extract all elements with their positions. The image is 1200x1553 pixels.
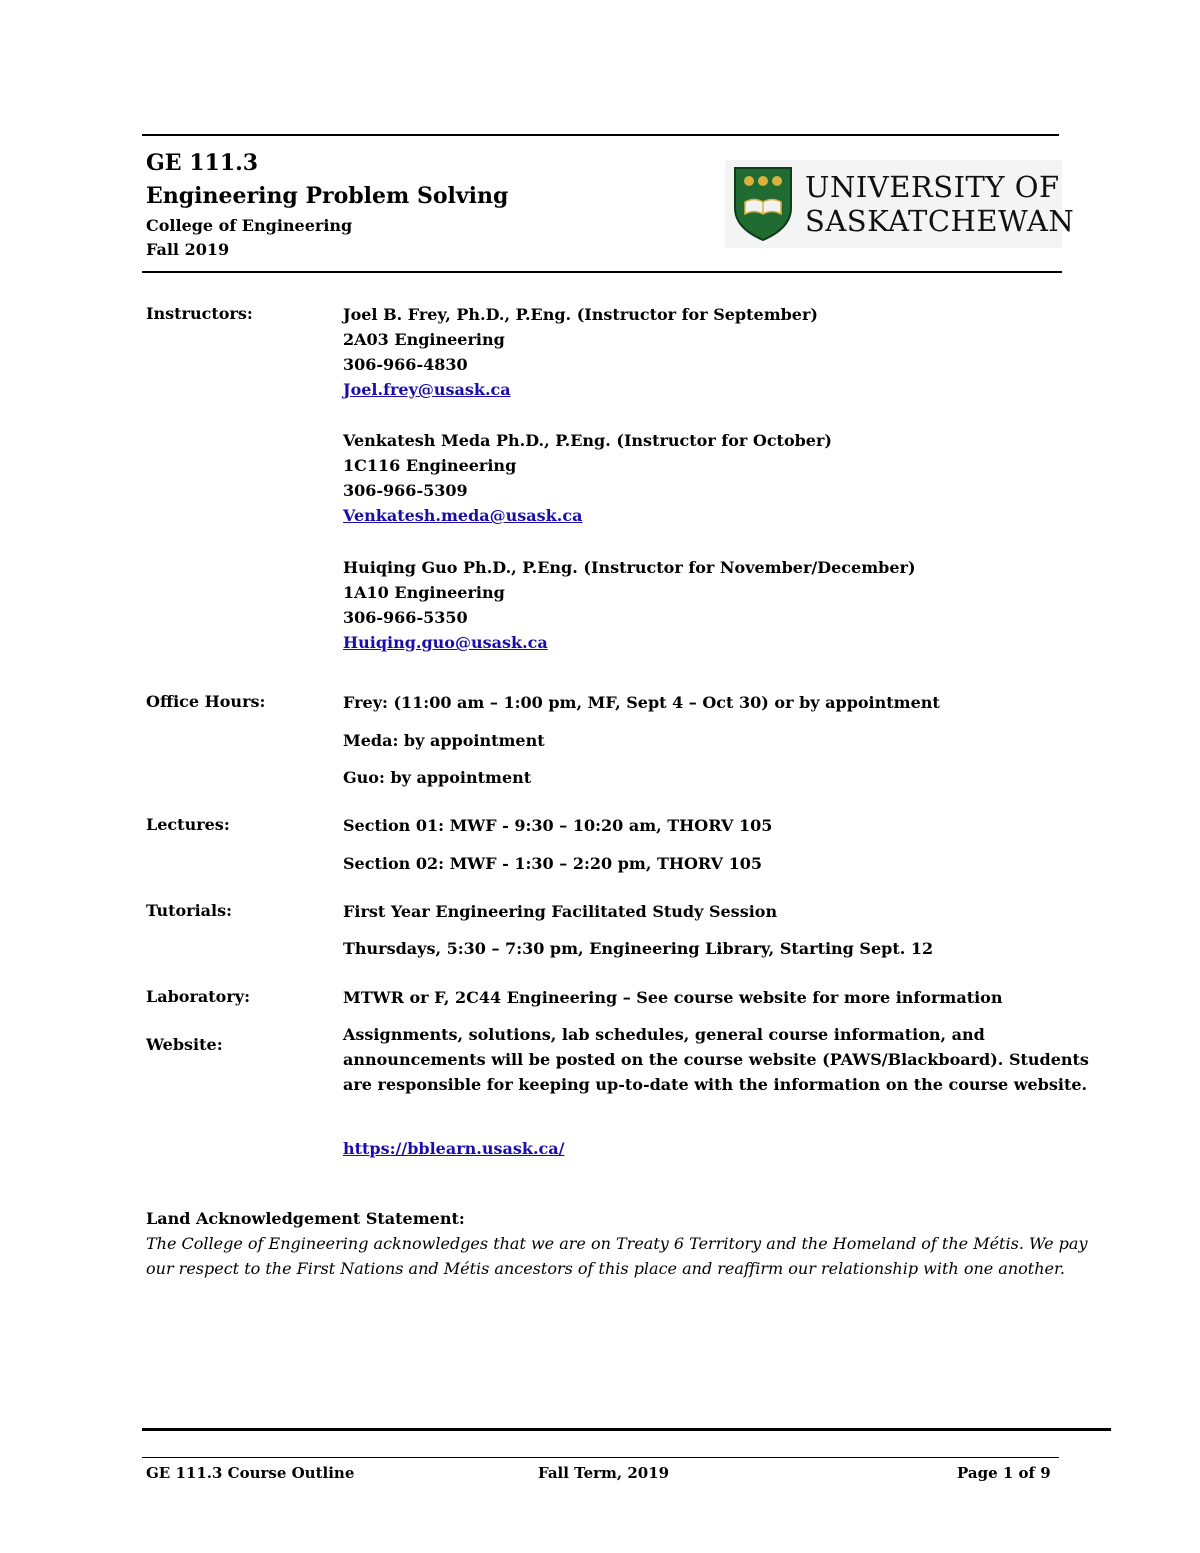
laboratory-text: MTWR or F, 2C44 Engineering – See course website for more information <box>343 988 1003 1007</box>
land-acknowledgement-heading: Land Acknowledgement Statement: <box>146 1209 465 1228</box>
tutorial-time: Thursdays, 5:30 – 7:30 pm, Engineering Library, Starting Sept. 12 <box>343 939 934 958</box>
header-top-rule <box>142 134 1059 136</box>
office-hours-meda: Meda: by appointment <box>343 731 545 750</box>
college-name: College of Engineering <box>146 216 353 235</box>
footer-rule-bottom <box>142 1457 1059 1458</box>
instructor-phone: 306-966-4830 <box>343 355 468 374</box>
instructor-office: 1A10 Engineering <box>343 583 505 602</box>
tutorials-label: Tutorials: <box>146 901 232 920</box>
website-url-link[interactable]: https://bblearn.usask.ca/ <box>343 1139 565 1158</box>
footer-rule-top <box>142 1428 1111 1431</box>
instructors-label: Instructors: <box>146 304 253 323</box>
course-code: GE 111.3 <box>146 150 259 176</box>
instructor-email-link[interactable]: Joel.frey@usask.ca <box>343 380 511 399</box>
instructor-name: Joel B. Frey, Ph.D., P.Eng. (Instructor for September) <box>343 305 818 324</box>
land-acknowledgement-text: The College of Engineering acknowledges that we are on Treaty 6 Territory and the Homeland of the Métis. We pay our respect to the First Nations and Métis ancestors of this place and reaffirm our relationship with one another. <box>146 1234 1088 1278</box>
instructor-email-link[interactable]: Huiqing.guo@usask.ca <box>343 633 548 652</box>
term: Fall 2019 <box>146 240 230 259</box>
header-bottom-rule <box>142 271 1062 273</box>
instructor-name: Huiqing Guo Ph.D., P.Eng. (Instructor for November/December) <box>343 558 916 577</box>
logo-line-1: UNIVERSITY OF <box>805 170 1060 204</box>
lecture-section-02: Section 02: MWF - 1:30 – 2:20 pm, THORV 105 <box>343 854 763 873</box>
course-title: Engineering Problem Solving <box>146 183 509 209</box>
instructor-office: 1C116 Engineering <box>343 456 517 475</box>
instructor-email-link[interactable]: Venkatesh.meda@usask.ca <box>343 506 583 525</box>
office-hours-label: Office Hours: <box>146 692 266 711</box>
instructor-1 <box>343 302 818 402</box>
footer-page-number: Page 1 of 9 <box>957 1464 1051 1482</box>
instructor-phone: 306-966-5350 <box>343 608 468 627</box>
instructor-phone: 306-966-5309 <box>343 481 468 500</box>
laboratory-label: Laboratory: <box>146 987 250 1006</box>
footer-center: Fall Term, 2019 <box>538 1464 670 1482</box>
instructor-office: 2A03 Engineering <box>343 330 505 349</box>
logo-line-2: SASKATCHEWAN <box>805 204 1075 238</box>
university-logo <box>725 160 1075 248</box>
footer-left: GE 111.3 Course Outline <box>146 1464 355 1482</box>
website-label: Website: <box>146 1035 223 1054</box>
office-hours-frey: Frey: (11:00 am – 1:00 pm, MF, Sept 4 – Oct 30) or by appointment <box>343 693 940 712</box>
website-text: Assignments, solutions, lab schedules, general course information, and announcements will be posted on the course website (PAWS/Blackboard). Students are responsible for keeping up-to-date with the information on the course website. <box>343 1025 1089 1094</box>
lectures-label: Lectures: <box>146 815 230 834</box>
shield-icon <box>733 166 793 242</box>
lecture-section-01: Section 01: MWF - 9:30 – 10:20 am, THORV 105 <box>343 816 773 835</box>
instructor-3 <box>343 555 916 655</box>
tutorial-session: First Year Engineering Facilitated Study Session <box>343 902 778 921</box>
instructor-2 <box>343 428 832 528</box>
instructor-name: Venkatesh Meda Ph.D., P.Eng. (Instructor for October) <box>343 431 832 450</box>
office-hours-guo: Guo: by appointment <box>343 768 532 787</box>
